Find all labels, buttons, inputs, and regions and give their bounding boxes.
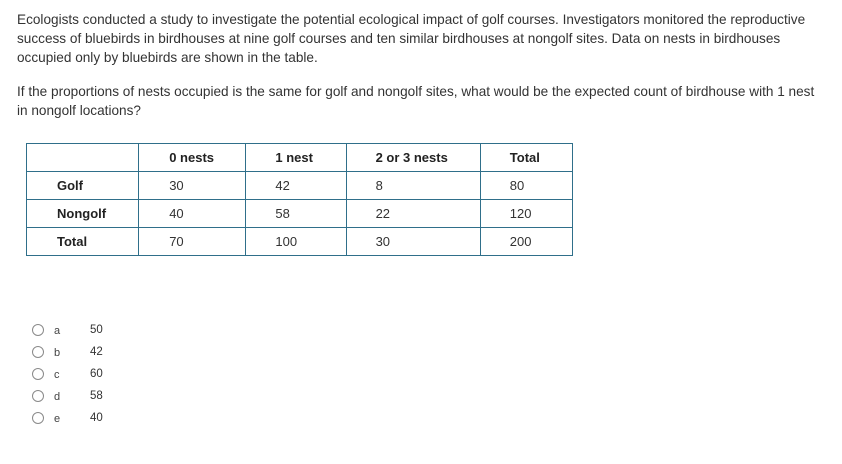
choice-letter: d: [54, 391, 61, 403]
table-cell: 58: [246, 200, 346, 228]
table-header-cell: Total: [480, 144, 572, 172]
choice-letter: a: [54, 325, 61, 337]
radio-button[interactable]: [32, 346, 44, 358]
radio-button[interactable]: [32, 390, 44, 402]
radio-button[interactable]: [32, 324, 44, 336]
choice-value: 42: [90, 346, 103, 358]
radio-button[interactable]: [32, 368, 44, 380]
table-cell: 30: [346, 228, 480, 256]
table-cell: 80: [480, 172, 572, 200]
table-cell: 42: [246, 172, 346, 200]
choice-value: 40: [90, 412, 103, 424]
choice-b[interactable]: [32, 344, 152, 366]
question-prompt: If the proportions of nests occupied is the same for golf and nongolf sites, what would be the expected count of birdhouse with 1 nest in nongolf locations?: [17, 84, 815, 118]
row-label: Golf: [27, 172, 139, 200]
table-header-cell: [27, 144, 139, 172]
table-header-cell: 0 nests: [139, 144, 246, 172]
table-cell: 100: [246, 228, 346, 256]
radio-button[interactable]: [32, 412, 44, 424]
row-label: Total: [27, 228, 139, 256]
question-intro: Ecologists conducted a study to investigate the potential ecological impact of golf courses. Investigators monitored the reproductive success of bluebirds in birdhouses at nine golf courses and ten similar birdhouses at nongolf sites. Data on nests in birdhouses occupied only by bluebirds are shown in the table.: [17, 12, 806, 65]
table-header-cell: 2 or 3 nests: [346, 144, 480, 172]
table-header-row: [27, 144, 573, 172]
choice-c[interactable]: [32, 366, 152, 388]
table-row: [27, 172, 573, 200]
table-row: [27, 228, 573, 256]
row-label: Nongolf: [27, 200, 139, 228]
table-cell: 8: [346, 172, 480, 200]
choice-value: 50: [90, 324, 103, 336]
choice-letter: e: [54, 413, 61, 425]
choice-value: 60: [90, 368, 103, 380]
choice-letter: b: [54, 347, 61, 359]
answer-choices: [32, 322, 152, 432]
table-cell: 120: [480, 200, 572, 228]
table-row: [27, 200, 573, 228]
table-cell: 70: [139, 228, 246, 256]
table-cell: 30: [139, 172, 246, 200]
table-cell: 22: [346, 200, 480, 228]
table-header-cell: 1 nest: [246, 144, 346, 172]
data-table: [26, 143, 573, 256]
choice-e[interactable]: [32, 410, 152, 432]
choice-value: 58: [90, 390, 103, 402]
table-cell: 200: [480, 228, 572, 256]
table-cell: 40: [139, 200, 246, 228]
choice-letter: c: [54, 369, 60, 381]
choice-a[interactable]: [32, 322, 152, 344]
choice-d[interactable]: [32, 388, 152, 410]
